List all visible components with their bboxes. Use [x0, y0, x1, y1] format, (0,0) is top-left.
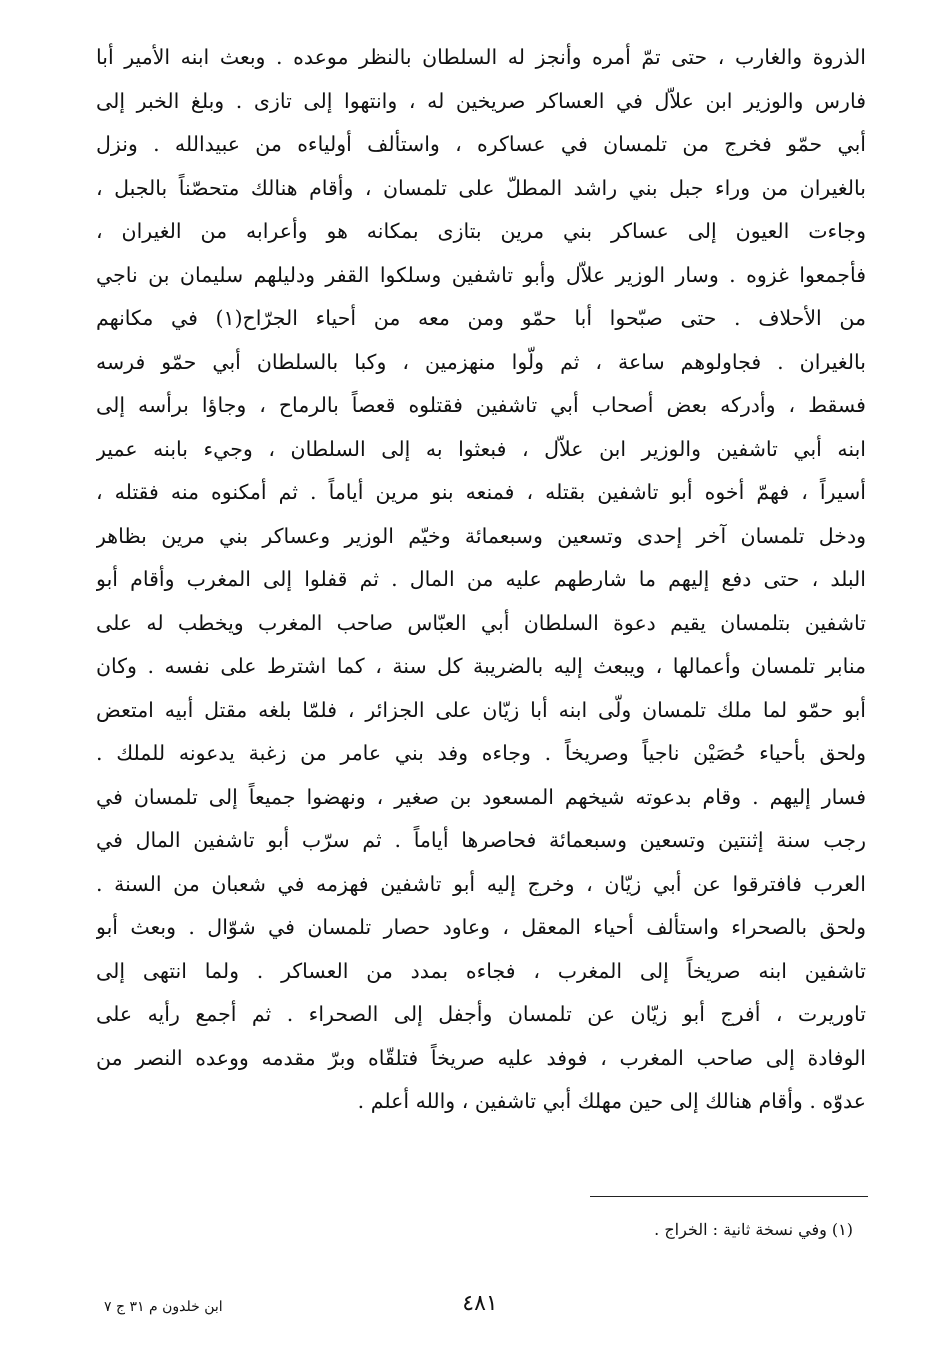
- body-line: فأجمعوا غزوه . وسار الوزير علاّل وأبو تاشفين وسلكوا القفر ودليلهم سليمان بن ناجي: [96, 262, 866, 287]
- body-line: تاشفين بتلمسان يقيم دعوة السلطان أبي العبّاس صاحب المغرب ويخطب له على: [96, 610, 866, 635]
- body-line: الوفادة إلى صاحب المغرب ، فوفد عليه صريخاً فتلقّاه وبرّ مقدمه ووعده النصر من: [96, 1045, 866, 1070]
- body-line: أبو حمّو لما ملك تلمسان ولّى ابنه أبا زيّان على الجزائر ، فلمّا بلغه مقتل أبيه امتعض: [96, 697, 866, 722]
- footnote: (١) وفي نسخة ثانية : الخراج .: [654, 1220, 853, 1239]
- body-line: أسيراً ، فهمّ أخوه أبو تاشفين بقتله ، فمنعه بنو مرين أياماً . ثم أمكنوه منه فقتله ،: [96, 480, 866, 504]
- body-line: فارس والوزير ابن علاّل في العساكر صريخين له ، وانتهوا إلى تازى . وبلغ الخبر إلى: [96, 88, 866, 113]
- footer-signature: ابن خلدون م ٣١ ج ٧: [104, 1299, 223, 1315]
- body-text: [96, 36, 866, 1124]
- body-line: ولحق بالصحراء واستألف أحياء المعقل ، وعاود حصار تلمسان في شوّال . وبعث أبو: [96, 915, 866, 939]
- body-line: منابر تلمسان وأعمالها ، ويبعث إليه بالضريبة كل سنة ، كما اشترط على نفسه . وكان: [96, 654, 866, 678]
- page-number: ٤٨١: [462, 1291, 498, 1316]
- body-line: عدوّه . وأقام هنالك إلى حين مهلك أبي تاشفين ، والله أعلم .: [357, 1089, 866, 1113]
- body-line: رجب سنة إثنتين وتسعين وسبعمائة فحاصرها أياماً . ثم سرّب أبو تاشفين المال في: [96, 828, 866, 852]
- body-line: أبي حمّو فخرج من تلمسان في عساكره ، واستألف أولياءه من عبيدالله . ونزل: [96, 132, 866, 156]
- body-line: البلد ، حتى دفع إليهم ما شارطهم عليه من المال . ثم قفلوا إلى المغرب وأقام أبو: [96, 567, 866, 591]
- body-line: ودخل تلمسان آخر إحدى وتسعين وسبعمائة وخيّم الوزير وعساكر بني مرين بظاهر: [96, 523, 866, 548]
- body-line: ابنه أبي تاشفين والوزير ابن علاّل ، فبعثوا به إلى السلطان ، وجيء بابنه عمير: [96, 436, 866, 461]
- body-line: بالغيران . فجاولوهم ساعة ، ثم ولّوا منهزمين ، وكبا بالسلطان أبي حمّو فرسه: [96, 349, 866, 374]
- footnote-separator: [590, 1196, 868, 1197]
- body-line: بالغيران من وراء جبل بني راشد المطلّ على تلمسان ، وأقام هنالك متحصّناً بالجبل ،: [96, 175, 866, 200]
- body-line: من الأحلاف . حتى صبّحوا أبا حمّو ومن معه من أحياء الجرّاح(١) في مكانهم: [96, 306, 866, 330]
- body-line: الذروة والغارب ، حتى تمّ أمره وأنجز له السلطان بالنظر موعده . وبعث ابنه الأمير أبا: [96, 45, 866, 69]
- body-line: فسقط ، وأدركه بعض أصحاب أبي تاشفين فقتلوه قعصاً بالرماح ، وجاؤا برأسه إلى: [96, 393, 866, 417]
- body-line: تاشفين ابنه صريخاً إلى المغرب ، فجاءه بمدد من العساكر . ولما انتهى إلى: [96, 958, 866, 983]
- body-line: تاوريرت ، أفرج أبو زيّان عن تلمسان وأجفل إلى الصحراء . ثم أجمع رأيه على: [96, 1002, 866, 1026]
- body-line: وجاءت العيون إلى عساكر بني مرين بتازى بمكانه هو وأعرابه من الغيران ،: [96, 219, 866, 243]
- body-line: ولحق بأحياء حُصَيْن ناجياً وصريخاً . وجاءه وفد بني عامر من زغبة يدعونه للملك .: [96, 741, 866, 765]
- body-line: العرب فافترقوا عن أبي زيّان ، وخرج إليه أبو تاشفين فهزمه في شعبان من السنة .: [96, 871, 866, 896]
- body-line: فسار إليهم . وقام بدعوته شيخهم المسعود بن صغير ، ونهضوا جميعاً إلى تلمسان في: [96, 784, 866, 809]
